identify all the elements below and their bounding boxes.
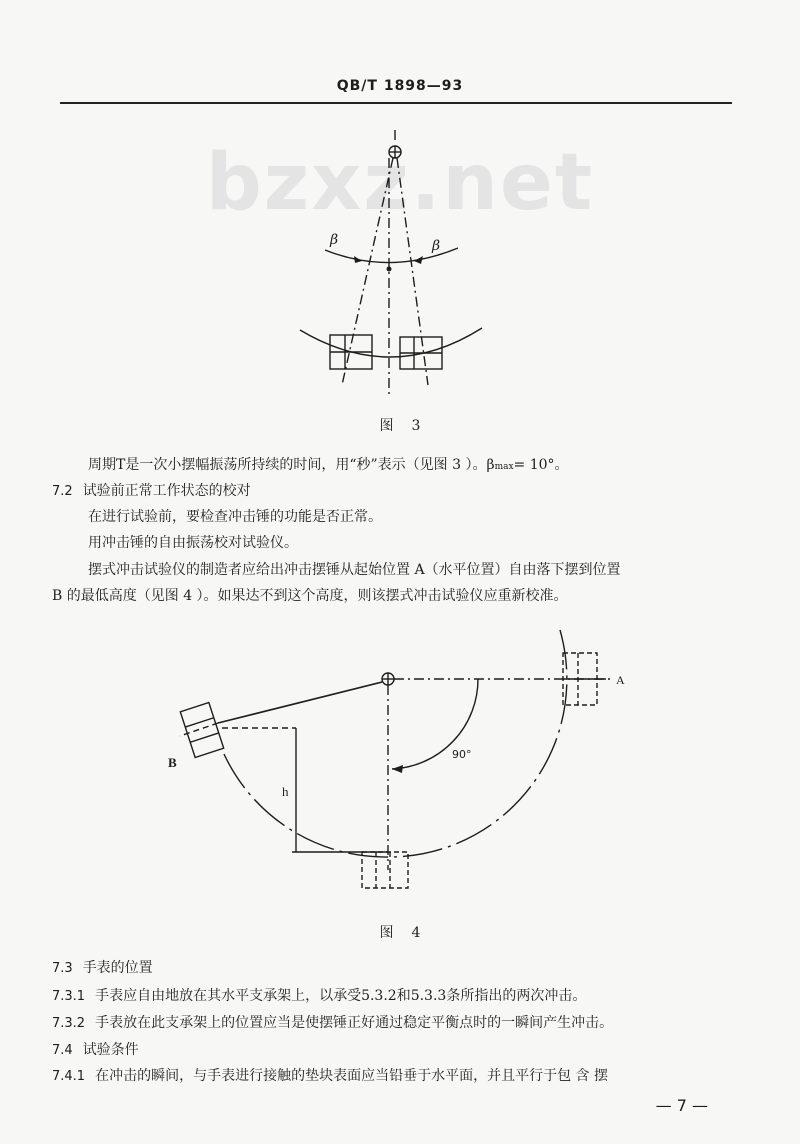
section-title: 手表的位置 bbox=[82, 960, 153, 976]
label-a: A bbox=[616, 673, 625, 687]
label-b: B bbox=[168, 755, 177, 770]
clause-number: 7.3.1 bbox=[52, 989, 86, 1004]
beta-subscript: max bbox=[494, 462, 514, 472]
period-text: 周期T是一次小摆幅振荡所持续的时间，用“秒”表示（见图 3 ）。β bbox=[88, 457, 495, 473]
right-swing-line bbox=[397, 158, 428, 385]
hammer-at-a bbox=[563, 653, 606, 705]
beta-label-left: β bbox=[330, 232, 339, 248]
standard-code-header: QB/T 1898—93 bbox=[336, 78, 464, 94]
paragraph-7-2-b: 用冲击锤的自由振荡校对试验仪。 bbox=[88, 535, 298, 551]
page-number: — 7 — bbox=[655, 1096, 708, 1115]
section-title: 试验前正常工作状态的校对 bbox=[82, 483, 251, 499]
watermark: bzxz.net bbox=[205, 138, 595, 228]
clause-number: 7.3.2 bbox=[52, 1016, 86, 1031]
clause-7-4-1 bbox=[52, 1066, 608, 1087]
section-7-3-heading bbox=[52, 958, 153, 979]
section-number: 7.4 bbox=[52, 1043, 73, 1058]
clause-text: 手表放在此支承架上的位置应当是使摆锤正好通过稳定平衡点时的一瞬间产生冲击。 bbox=[95, 1015, 614, 1031]
label-angle: 90° bbox=[452, 748, 472, 761]
hammer-at-b bbox=[180, 703, 223, 758]
paragraph-7-2-a: 在进行试验前，要检查冲击锤的功能是否正常。 bbox=[88, 509, 382, 525]
clause-text: 手表应自由地放在其水平支承架上，以承受5.3.2和5.3.3条所指出的两次冲击。 bbox=[95, 988, 587, 1004]
figure-3-caption bbox=[0, 415, 800, 435]
section-7-4-heading bbox=[52, 1040, 139, 1061]
figure-4-caption-word: 图 bbox=[379, 925, 412, 941]
figure-3-caption-word: 图 bbox=[379, 418, 412, 434]
paragraph-7-2-c-line-2: B 的最低高度（见图 4 ）。如果达不到这个高度，则该摆式冲击试验仪应重新校准。 bbox=[52, 588, 568, 604]
clause-7-3-1 bbox=[52, 986, 586, 1007]
header-rule bbox=[60, 102, 732, 104]
section-number: 7.3 bbox=[52, 961, 73, 976]
section-title: 试验条件 bbox=[82, 1042, 139, 1058]
figure-3-caption-number: 3 bbox=[411, 418, 421, 434]
section-number: 7.2 bbox=[52, 484, 73, 499]
beta-label-right: β bbox=[432, 238, 441, 254]
clause-text: 在冲击的瞬间，与手表进行接触的垫块表面应当铅垂于水平面，并且平行于包 含 摆 bbox=[95, 1068, 608, 1084]
clause-7-3-2 bbox=[52, 1013, 613, 1034]
period-text-tail: = 10°。 bbox=[513, 457, 569, 473]
period-paragraph bbox=[88, 455, 569, 477]
paragraph-7-2-c-line-1: 摆式冲击试验仪的制造者应给出冲击摆锤从起始位置 A（水平位置）自由落下摆到位置 bbox=[88, 562, 621, 578]
figure-4-drop-height-diagram bbox=[0, 620, 800, 910]
figure-4-caption bbox=[0, 922, 800, 942]
figure-4-caption-number: 4 bbox=[411, 925, 421, 941]
outer-arc bbox=[300, 328, 482, 357]
swing-arc bbox=[224, 630, 567, 857]
figure-3-pendulum-diagram bbox=[0, 130, 800, 410]
label-h: h bbox=[282, 784, 289, 799]
clause-number: 7.4.1 bbox=[52, 1069, 86, 1084]
pendulum-arm-to-b bbox=[218, 682, 382, 723]
section-7-2-heading bbox=[52, 481, 251, 502]
